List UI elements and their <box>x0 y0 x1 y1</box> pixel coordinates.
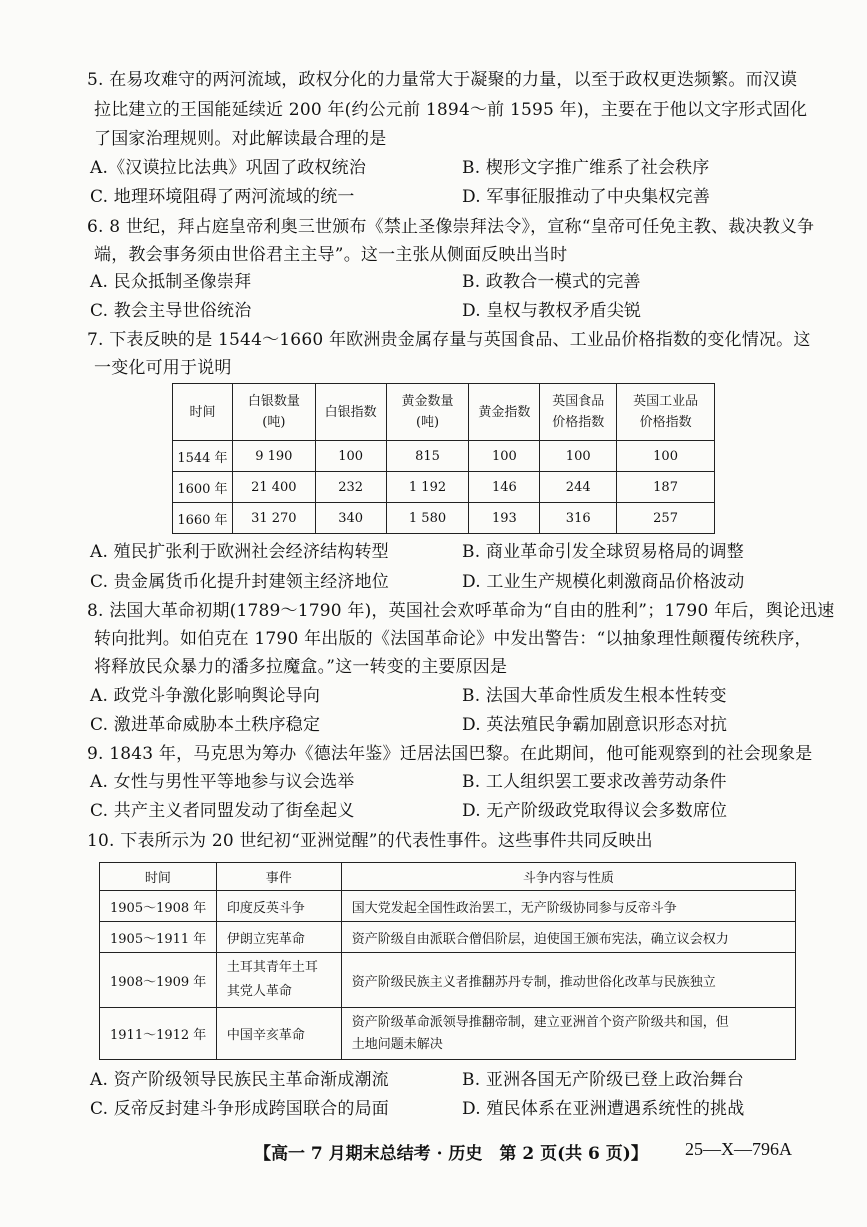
table-cell: 316 <box>540 503 617 534</box>
q8-option-d: D. 英法殖民争霸加剧意识形态对抗 <box>462 715 728 735</box>
table-cell: 1600 年 <box>173 472 233 503</box>
q10-events-table <box>99 862 796 1060</box>
table-cell: 1908～1909 年 <box>100 953 217 1008</box>
table-cell: 资产阶级民族主义者推翻苏丹专制，推动世俗化改革与民族独立 <box>341 953 795 1008</box>
table-row <box>173 441 715 472</box>
table-cell: 1911～1912 年 <box>100 1008 217 1060</box>
q6-option-a: A. 民众抵制圣像崇拜 <box>90 272 252 292</box>
table-cell: 土耳其青年土耳 其党人革命 <box>216 953 341 1008</box>
q9-option-c: C. 共产主义者同盟发动了街垒起义 <box>90 801 355 821</box>
table-cell: 资产阶级自由派联合僧侣阶层，迫使国王颁布宪法，确立议会权力 <box>341 922 795 953</box>
table-cell: 国大党发起全国性政治罢工，无产阶级协同参与反帝斗争 <box>341 891 795 922</box>
header-cell: 英国工业品 价格指数 <box>617 384 715 441</box>
q6-stem-line-2: 端，教会事务须由世俗君主主导”。这一主张从侧面反映出当时 <box>94 245 568 265</box>
q8-stem-line-2: 转向批判。如伯克在 1790 年出版的《法国革命论》中发出警告：“以抽象理性颠覆传统秩序， <box>94 629 812 649</box>
table-row <box>100 953 796 1008</box>
table-cell: 815 <box>386 441 469 472</box>
q7-option-b: B. 商业革命引发全球贸易格局的调整 <box>462 542 744 562</box>
q7-option-a: A. 殖民扩张利于欧洲社会经济结构转型 <box>90 542 389 562</box>
table-cell: 193 <box>469 503 540 534</box>
table-cell: 100 <box>617 441 715 472</box>
table-cell: 244 <box>540 472 617 503</box>
header-cell: 英国食品 价格指数 <box>540 384 617 441</box>
table-cell: 187 <box>617 472 715 503</box>
q5-stem-line-1: 5. 在易攻难守的两河流域，政权分化的力量常大于凝聚的力量，以至于政权更迭频繁。而汉谟 <box>87 70 798 90</box>
q8-stem-line-3: 将释放民众暴力的潘多拉魔盒。”这一转变的主要原因是 <box>94 657 508 677</box>
header-cell: 黄金数量 (吨) <box>386 384 469 441</box>
header-cell: 白银数量 (吨) <box>232 384 315 441</box>
q5-stem-line-2: 拉比建立的王国能延续近 200 年(约公元前 1894～前 1595 年)，主要在于他以文字形式固化 <box>94 100 808 120</box>
table-header-row <box>173 384 715 441</box>
table-cell: 340 <box>315 503 386 534</box>
table-cell: 1 192 <box>386 472 469 503</box>
q7-stem-line-2: 一变化可用于说明 <box>94 358 232 378</box>
q7-stem-line-1: 7. 下表反映的是 1544～1660 年欧洲贵金属存量与英国食品、工业品价格指数的变化情况。这 <box>87 330 811 350</box>
table-header-row <box>100 863 796 891</box>
header-cell: 黄金指数 <box>469 384 540 441</box>
q9-option-b: B. 工人组织罢工要求改善劳动条件 <box>462 772 727 792</box>
table-cell: 9 190 <box>232 441 315 472</box>
table-cell: 伊朗立宪革命 <box>216 922 341 953</box>
header-cell: 事件 <box>216 863 341 891</box>
table-row <box>100 1008 796 1060</box>
q8-option-a: A. 政党斗争激化影响舆论导向 <box>90 686 321 706</box>
q5-option-d: D. 军事征服推动了中央集权完善 <box>462 187 711 207</box>
table-cell: 资产阶级革命派领导推翻帝制，建立亚洲首个资产阶级共和国，但 土地问题未解决 <box>341 1008 795 1060</box>
table-cell: 1544 年 <box>173 441 233 472</box>
q6-stem-line-1: 6. 8 世纪，拜占庭皇帝利奥三世颁布《禁止圣像崇拜法令》，宣称“皇帝可任免主教、裁决教义争 <box>87 217 815 237</box>
q9-stem-line-1: 9. 1843 年，马克思为筹办《德法年鉴》迁居法国巴黎。在此期间，他可能观察到的社会现象是 <box>87 744 813 764</box>
table-cell: 21 400 <box>232 472 315 503</box>
q5-option-c: C. 地理环境阻碍了两河流域的统一 <box>90 187 355 207</box>
q10-option-a: A. 资产阶级领导民族民主革命渐成潮流 <box>90 1070 389 1090</box>
q6-option-b: B. 政教合一模式的完善 <box>462 272 641 292</box>
q5-stem-line-3: 了国家治理规则。对此解读最合理的是 <box>94 129 387 149</box>
table-cell: 中国辛亥革命 <box>216 1008 341 1060</box>
table-cell: 257 <box>617 503 715 534</box>
header-cell: 时间 <box>173 384 233 441</box>
table-cell: 1905～1908 年 <box>100 891 217 922</box>
q10-option-c: C. 反帝反封建斗争形成跨国联合的局面 <box>90 1099 390 1119</box>
footer-code: 25—X—796A <box>685 1139 792 1159</box>
q5-option-a: A.《汉谟拉比法典》巩固了政权统治 <box>90 158 367 178</box>
table-row <box>100 922 796 953</box>
table-row <box>173 472 715 503</box>
q8-stem-line-1: 8. 法国大革命初期(1789～1790 年)，英国社会欢呼革命为“自由的胜利”；1790 年后，舆论迅速 <box>87 601 835 621</box>
table-row <box>173 503 715 534</box>
header-cell: 斗争内容与性质 <box>341 863 795 891</box>
table-row <box>100 891 796 922</box>
q5-option-b: B. 楔形文字推广维系了社会秩序 <box>462 158 710 178</box>
q10-stem-line-1: 10. 下表所示为 20 世纪初“亚洲觉醒”的代表性事件。这些事件共同反映出 <box>87 831 653 851</box>
q7-option-d: D. 工业生产规模化刺激商品价格波动 <box>462 572 745 592</box>
table-cell: 100 <box>540 441 617 472</box>
table-cell: 100 <box>315 441 386 472</box>
header-cell: 时间 <box>100 863 217 891</box>
table-cell: 1660 年 <box>173 503 233 534</box>
table-cell: 1905～1911 年 <box>100 922 217 953</box>
table-cell: 31 270 <box>232 503 315 534</box>
q6-option-c: C. 教会主导世俗统治 <box>90 301 252 321</box>
footer-title: 【高一 7 月期末总结考 · 历史 第 2 页(共 6 页)】 <box>254 1144 648 1164</box>
q10-option-b: B. 亚洲各国无产阶级已登上政治舞台 <box>462 1070 744 1090</box>
q8-option-b: B. 法国大革命性质发生根本性转变 <box>462 686 727 706</box>
q7-data-table <box>172 383 715 534</box>
q10-option-d: D. 殖民体系在亚洲遭遇系统性的挑战 <box>462 1099 745 1119</box>
q6-option-d: D. 皇权与教权矛盾尖锐 <box>462 301 642 321</box>
table-cell: 146 <box>469 472 540 503</box>
q7-option-c: C. 贵金属货币化提升封建领主经济地位 <box>90 572 390 592</box>
q9-option-d: D. 无产阶级政党取得议会多数席位 <box>462 801 728 821</box>
table-cell: 印度反英斗争 <box>216 891 341 922</box>
q9-option-a: A. 女性与男性平等地参与议会选举 <box>90 772 355 792</box>
table-cell: 232 <box>315 472 386 503</box>
q8-option-c: C. 激进革命威胁本土秩序稳定 <box>90 715 321 735</box>
table-cell: 1 580 <box>386 503 469 534</box>
header-cell: 白银指数 <box>315 384 386 441</box>
table-cell: 100 <box>469 441 540 472</box>
